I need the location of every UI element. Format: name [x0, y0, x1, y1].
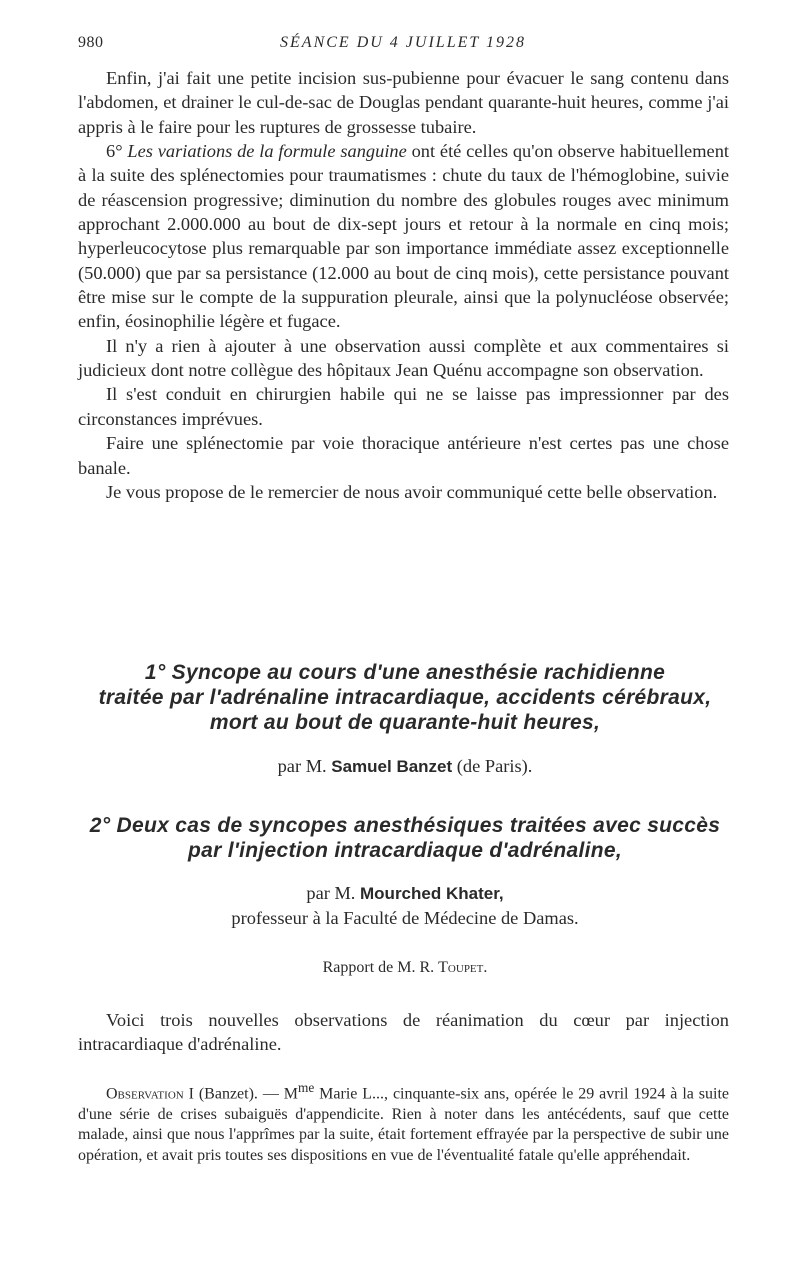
- intro-text: Voici trois nouvelles observations de réanimation du cœur par injection intracardiaque d'adrénaline.: [78, 1010, 729, 1054]
- article-1-author-suffix: (de Paris).: [452, 756, 533, 776]
- paragraph-2-italic: Les variations de la formule sanguine: [127, 141, 407, 162]
- paragraph-5: Faire une splénectomie par voie thoracique antérieure n'est certes pas une chose banale.: [78, 433, 729, 478]
- paragraph-2-prefix: 6°: [106, 141, 128, 162]
- article-1-author-prefix: par M.: [277, 756, 332, 776]
- observation-paragraph: [78, 1078, 729, 1166]
- page-number: 980: [78, 34, 104, 51]
- running-title: SÉANCE DU 4 JUILLET 1928: [280, 34, 526, 51]
- body-text: [78, 66, 729, 504]
- article-1-author: [70, 754, 740, 779]
- article-2-title-line: 2° Deux cas de syncopes anesthésiques traitées avec succès: [89, 814, 721, 837]
- article-2-title: [70, 813, 740, 930]
- running-head: [78, 34, 728, 60]
- article-2-author-affiliation: professeur à la Faculté de Médecine de Damas.: [231, 908, 579, 928]
- article-1-title-line: mort au bout de quarante-huit heures,: [209, 711, 601, 734]
- paragraph-4: Il s'est conduit en chirurgien habile qui ne se laisse pas impressionner par des circonstances imprévues.: [78, 384, 729, 429]
- article-2-title-line: par l'injection intracardiaque d'adrénaline,: [188, 839, 622, 862]
- paragraph-2-text: ont été celles qu'on observe habituellement à la suite des splénectomies pour traumatismes : chute du taux de l'hémoglobine, suivie de réascension progressive; diminution du nombre des globules rouges avec minimum approchant 2.000.000 au bout de dix-sept jours et retour à la normale en cinq mois; hyperleucocytose plus remarquable par son importance immédiate assez exceptionnelle (50.000) que par sa persistance (12.000 au bout de cinq mois), cette persistance pouvant être mise sur le compte de la suppuration pleurale, ainsi que la polynucléose observée; enfin, éosinophilie légère et fugace.: [78, 141, 729, 332]
- article-1-title-line: traitée par l'adrénaline intracardiaque, accidents cérébraux,: [98, 686, 712, 709]
- paragraph-3: Il n'y a rien à ajouter à une observation aussi complète et aux commentaires si judicieux dont notre collègue des hôpitaux Jean Quénu accompagne son observation.: [78, 335, 729, 381]
- observation-superscript: me: [297, 1080, 315, 1095]
- intro-paragraph: [78, 1008, 729, 1056]
- paragraph-6: Je vous propose de le remercier de nous avoir communiqué cette belle observation.: [106, 481, 718, 502]
- article-2-author-name: Mourched Khater,: [360, 884, 504, 903]
- observation-label: Observation: [106, 1085, 184, 1103]
- rapport-prefix: Rapport de M. R.: [322, 959, 439, 976]
- article-1-author-name: Samuel Banzet: [331, 757, 453, 776]
- article-2-author: [70, 881, 740, 906]
- observation-text-block: [78, 1078, 729, 1166]
- article-2-author-prefix: par M.: [306, 883, 361, 903]
- rapport-name: Toupet.: [438, 959, 488, 976]
- observation-after-label: I (Banzet). — M: [183, 1085, 298, 1103]
- paragraph-2: [78, 139, 729, 334]
- rapport-line: [70, 958, 740, 978]
- paragraph-1: Enfin, j'ai fait une petite incision sus-pubienne pour évacuer le sang contenu dans l'abdomen, et drainer le cul-de-sac de Douglas pendant quarante-huit heures, comme j'ai appris à le faire pour les ruptures de grossesse tubaire.: [78, 68, 729, 137]
- observation-text: Marie L..., cinquante-six ans, opérée le 29 avril 1924 à la suite d'une série de crises subaiguës d'appendicite. Rien à noter dans les antécédents, sauf que cette malade, ainsi que nous l'apprîmes par la suite, était fortement effrayée par la perspective de subir une opération, et avait pris toutes ses dispositions en vue de l'éventualité fatale qu'elle appréhendait.: [78, 1085, 729, 1164]
- article-1-title-line: 1° Syncope au cours d'une anesthésie rachidienne: [144, 661, 666, 684]
- article-1-title: [70, 660, 740, 779]
